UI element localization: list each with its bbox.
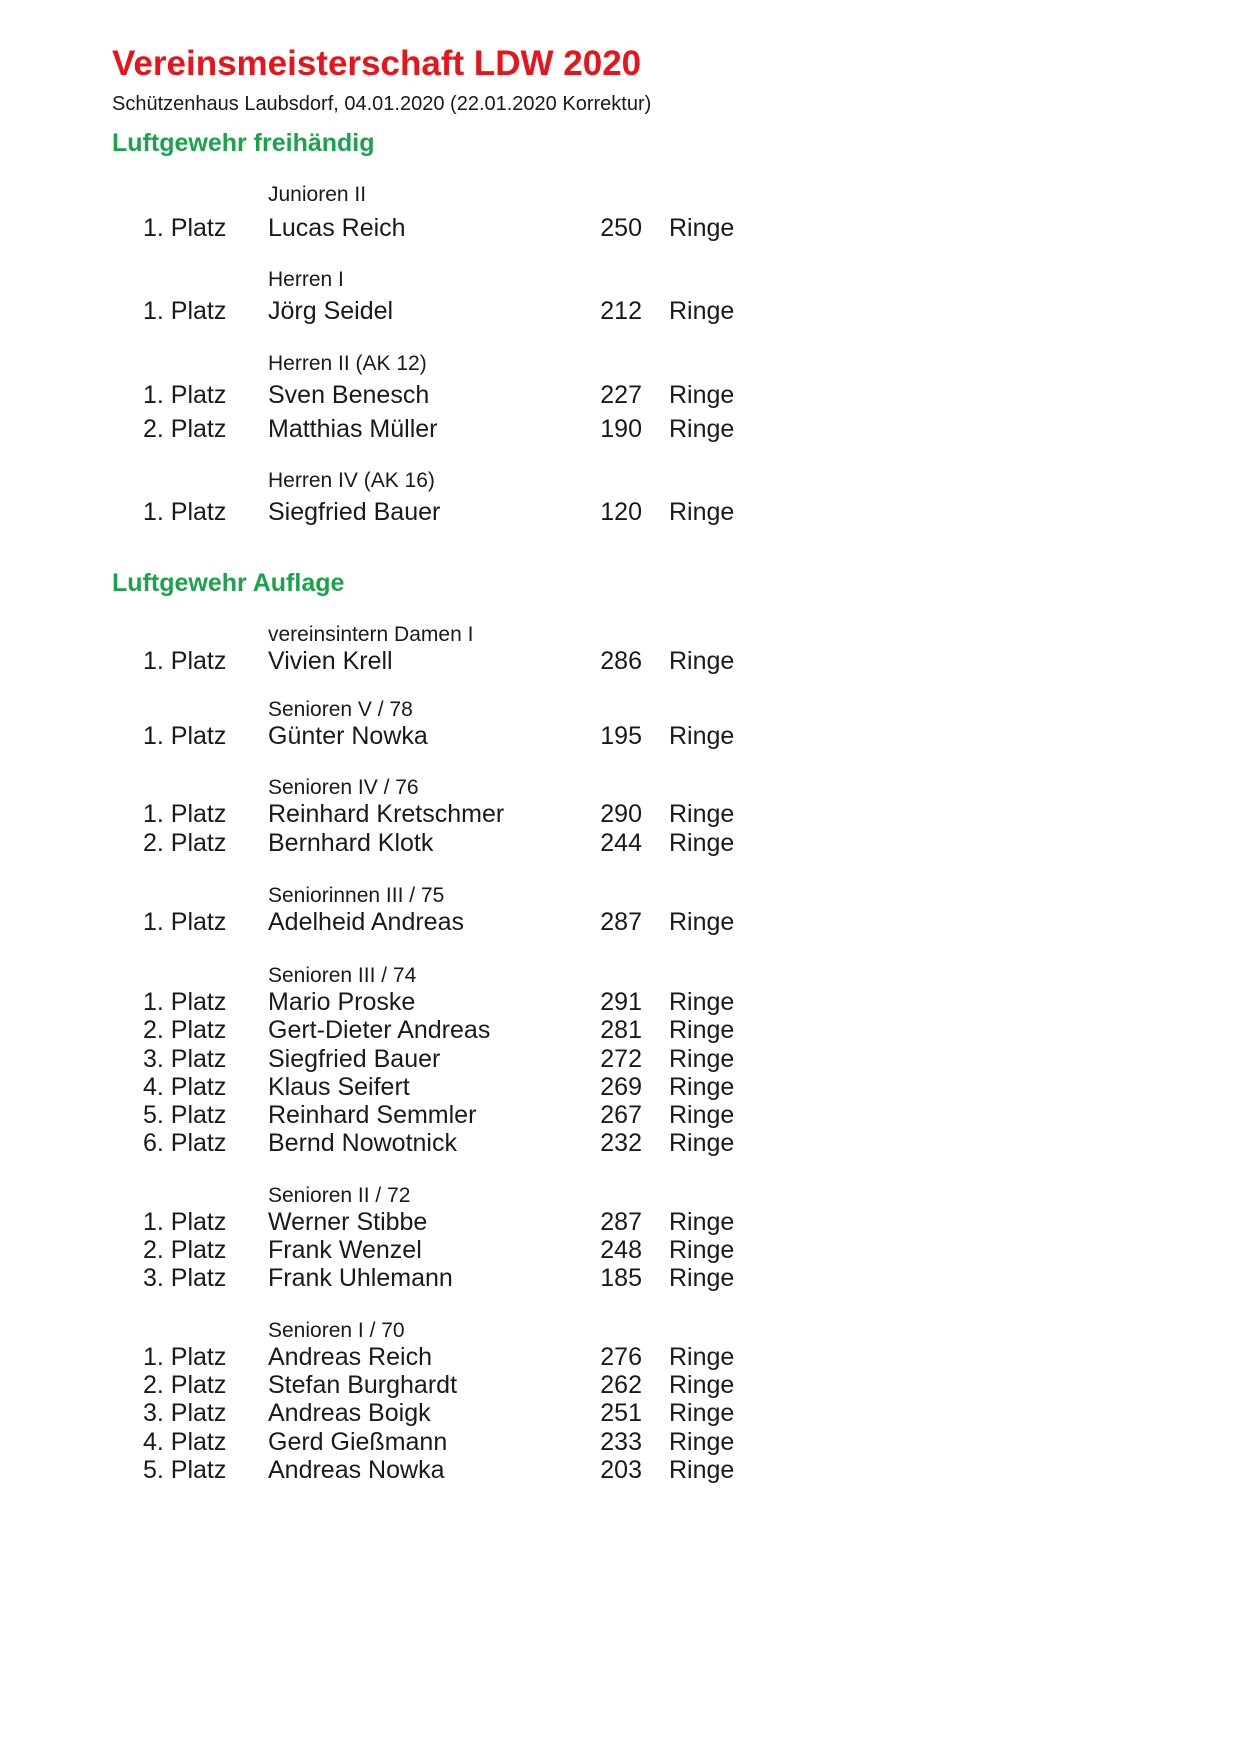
result-place: 1. Platz [143,722,227,750]
category-label: Senioren IV / 76 [268,776,419,799]
result-name: Andreas Boigk [268,1399,431,1427]
result-name: Stefan Burghardt [268,1371,458,1399]
result-place: 1. Platz [143,988,227,1016]
result-score: 195 [600,722,642,750]
result-name: Frank Wenzel [268,1236,422,1264]
result-score: 190 [600,415,642,443]
result-score: 251 [600,1399,642,1427]
result-unit: Ringe [669,381,735,409]
result-place: 6. Platz [143,1129,227,1157]
result-score: 287 [600,908,642,936]
result-name: Matthias Müller [268,415,438,443]
result-name: Sven Benesch [268,381,430,409]
result-row [0,829,900,861]
category-label: Senioren V / 78 [268,698,413,721]
category-label: Senioren II / 72 [268,1184,411,1207]
result-name: Werner Stibbe [268,1208,428,1236]
result-unit: Ringe [669,498,735,526]
result-unit: Ringe [669,297,735,325]
result-place: 2. Platz [143,1016,227,1044]
category-label: Senioren I / 70 [268,1319,405,1342]
category-label: Herren II (AK 12) [268,352,427,375]
result-score: 203 [600,1456,642,1484]
result-row [0,381,900,413]
result-name: Bernhard Klotk [268,829,434,857]
result-score: 248 [600,1236,642,1264]
result-name: Bernd Nowotnick [268,1129,457,1157]
result-place: 1. Platz [143,908,227,936]
result-place: 2. Platz [143,415,227,443]
result-row [0,1456,900,1488]
category-label: Junioren II [268,183,367,206]
result-row [0,498,900,530]
result-score: 276 [600,1343,642,1371]
result-name: Klaus Seifert [268,1073,410,1101]
result-row [0,1129,900,1161]
result-row [0,1016,900,1048]
result-place: 1. Platz [143,800,227,828]
result-name: Lucas Reich [268,214,406,242]
result-score: 267 [600,1101,642,1129]
result-name: Adelheid Andreas [268,908,464,936]
result-score: 250 [600,214,642,242]
result-unit: Ringe [669,1129,735,1157]
result-name: Gert-Dieter Andreas [268,1016,491,1044]
result-unit: Ringe [669,415,735,443]
result-row [0,722,900,754]
result-name: Reinhard Semmler [268,1101,477,1129]
result-place: 5. Platz [143,1456,227,1484]
category-label: Senioren III / 74 [268,964,417,987]
result-place: 3. Platz [143,1399,227,1427]
result-score: 232 [600,1129,642,1157]
result-score: 244 [600,829,642,857]
result-place: 2. Platz [143,1371,227,1399]
result-score: 233 [600,1428,642,1456]
result-score: 286 [600,647,642,675]
result-unit: Ringe [669,800,735,828]
document-title: Vereinsmeisterschaft LDW 2020 [112,44,642,83]
result-name: Frank Uhlemann [268,1264,453,1292]
result-score: 185 [600,1264,642,1292]
result-score: 262 [600,1371,642,1399]
result-score: 120 [600,498,642,526]
result-name: Andreas Reich [268,1343,432,1371]
result-unit: Ringe [669,1101,735,1129]
result-unit: Ringe [669,908,735,936]
result-place: 1. Platz [143,214,227,242]
result-unit: Ringe [669,1399,735,1427]
result-place: 1. Platz [143,1343,227,1371]
result-name: Siegfried Bauer [268,498,441,526]
result-unit: Ringe [669,1343,735,1371]
result-place: 1. Platz [143,297,227,325]
result-score: 290 [600,800,642,828]
result-name: Günter Nowka [268,722,428,750]
result-name: Vivien Krell [268,647,393,675]
result-name: Mario Proske [268,988,416,1016]
result-place: 2. Platz [143,1236,227,1264]
result-unit: Ringe [669,1264,735,1292]
result-place: 1. Platz [143,1208,227,1236]
result-unit: Ringe [669,722,735,750]
result-unit: Ringe [669,1236,735,1264]
result-place: 1. Platz [143,647,227,675]
category-label: Herren IV (AK 16) [268,469,435,492]
result-place: 3. Platz [143,1045,227,1073]
category-label: vereinsintern Damen I [268,623,474,646]
section-heading: Luftgewehr Auflage [112,569,345,597]
result-score: 291 [600,988,642,1016]
result-place: 1. Platz [143,381,227,409]
category-label: Seniorinnen III / 75 [268,884,445,907]
result-unit: Ringe [669,1045,735,1073]
result-unit: Ringe [669,988,735,1016]
result-row [0,1399,900,1431]
result-unit: Ringe [669,829,735,857]
result-unit: Ringe [669,1456,735,1484]
result-row [0,415,900,447]
result-unit: Ringe [669,1016,735,1044]
result-place: 4. Platz [143,1428,227,1456]
result-score: 287 [600,1208,642,1236]
result-unit: Ringe [669,1208,735,1236]
result-name: Siegfried Bauer [268,1045,441,1073]
result-place: 2. Platz [143,829,227,857]
result-unit: Ringe [669,1371,735,1399]
result-place: 4. Platz [143,1073,227,1101]
result-row [0,214,900,246]
result-unit: Ringe [669,1428,735,1456]
document-subtitle: Schützenhaus Laubsdorf, 04.01.2020 (22.01.2020 Korrektur) [112,93,652,115]
result-row [0,800,900,832]
result-unit: Ringe [669,214,735,242]
result-score: 269 [600,1073,642,1101]
result-name: Andreas Nowka [268,1456,445,1484]
result-row [0,647,900,679]
result-score: 281 [600,1016,642,1044]
result-name: Gerd Gießmann [268,1428,448,1456]
result-row [0,297,900,329]
result-unit: Ringe [669,647,735,675]
result-place: 1. Platz [143,498,227,526]
result-score: 227 [600,381,642,409]
result-row [0,1264,900,1296]
section-heading: Luftgewehr freihändig [112,129,375,157]
result-place: 3. Platz [143,1264,227,1292]
category-label: Herren I [268,268,344,291]
result-score: 212 [600,297,642,325]
result-unit: Ringe [669,1073,735,1101]
result-score: 272 [600,1045,642,1073]
result-name: Jörg Seidel [268,297,394,325]
result-row [0,908,900,940]
result-place: 5. Platz [143,1101,227,1129]
result-name: Reinhard Kretschmer [268,800,505,828]
